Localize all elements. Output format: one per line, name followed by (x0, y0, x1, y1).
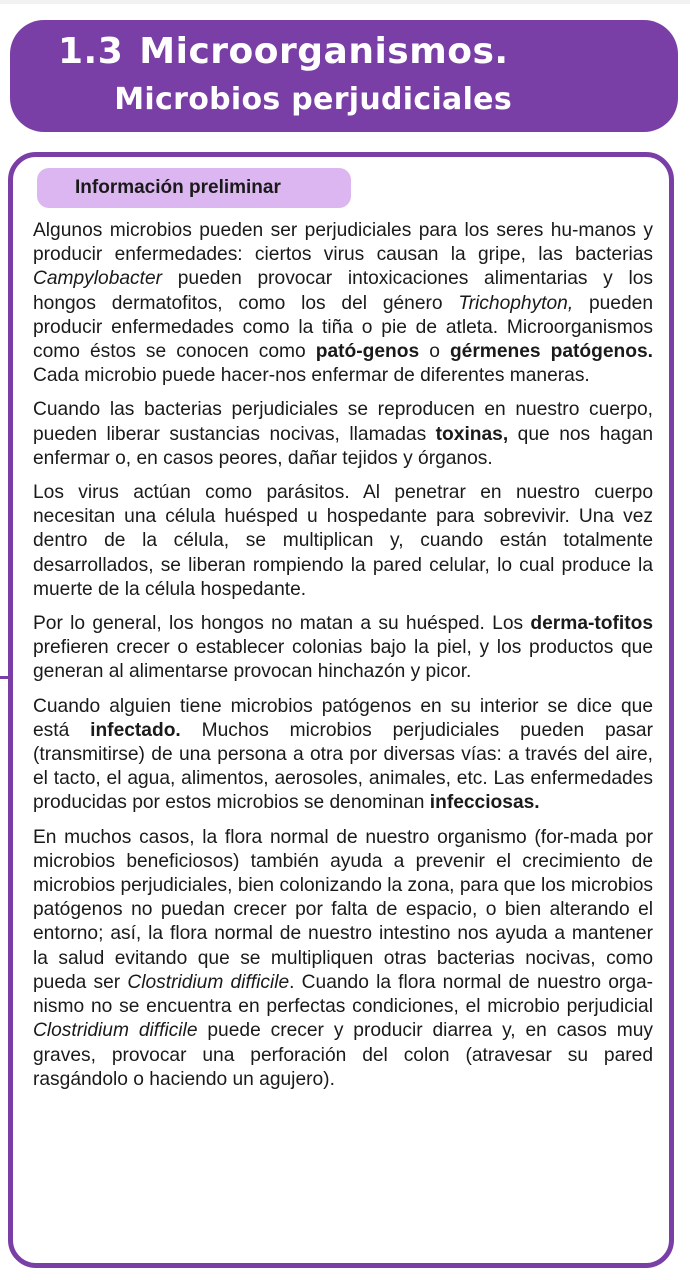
paragraph-text: prefieren crecer o establecer colonias bajo la piel, y los productos que generan al alimentarse provocan hinchazón y picor. (33, 637, 653, 683)
key-term: gérmenes patógenos. (449, 341, 653, 363)
info-box (8, 152, 674, 1268)
paragraph (33, 826, 653, 1092)
paragraph-text: que nos hagan enfermar o, en casos peores, dañar tejidos y órganos. (33, 423, 653, 469)
paragraph-text: o (419, 341, 450, 363)
paragraph (33, 612, 653, 685)
species-name: Clostridium difficile (127, 971, 290, 993)
paragraph-text: Cada microbio puede hacer-nos enfermar de diferentes maneras. (33, 365, 590, 387)
species-name: Clostridium difficile (33, 1020, 198, 1042)
info-box-label: Información preliminar (37, 168, 351, 208)
key-term: infecciosas. (429, 792, 540, 814)
paragraph-text: Cuando alguien tiene microbios patógenos en su interior se dice que está (33, 695, 653, 741)
species-name: Trichophyton, (458, 292, 574, 314)
paragraph-text: Algunos microbios pueden ser perjudiciales para los seres hu-manos y producir enfermedades: ciertos virus causan la gripe, las bacterias (33, 220, 653, 266)
paragraph-text: Cuando las bacterias perjudiciales se reproducen en nuestro cuerpo, pueden liberar sustancias nocivas, llamadas (33, 399, 653, 445)
paragraph-text: pueden producir enfermedades como la tiña o pie de atleta. Microorganismos como éstos se conocen como (33, 292, 653, 363)
section-subtitle: Microbios perjudiciales (114, 82, 512, 117)
top-divider (0, 0, 690, 4)
paragraph-text: . Cuando la flora normal de nuestro orga-nismo no se encuentra en perfectas condiciones, el microbio perjudicial (33, 971, 654, 1018)
paragraph-text: pueden provocar intoxicaciones alimentarias y los hongos dermatofitos, como los del género (33, 268, 653, 314)
key-term: infectado. (90, 719, 181, 741)
key-term: toxinas, (435, 423, 509, 445)
paragraph (33, 481, 653, 602)
paragraph-text: puede crecer y producir diarrea y, en casos muy graves, provocar una perforación del colon (atravesar su pared rasgándolo o haciendo un agujero). (33, 1020, 654, 1090)
key-term: pató-genos (315, 341, 420, 363)
paragraph (33, 398, 653, 471)
section-heading (58, 28, 509, 76)
paragraph-text: Por lo general, los hongos no matan a su huésped. Los (33, 613, 531, 635)
paragraph-text: En muchos casos, la flora normal de nuestro organismo (for-mada por microbios beneficiosos) también ayuda a prevenir el crecimiento de microbios perjudiciales, bien colonizando la zona, para que los microbios patógenos no puedan crecer por falta de espacio, o bien alterando el entorno; así, la flora normal de nuestro intestino nos ayuda a mantener la salud evitando que se multipliquen otras bacterias nocivas, como pueda ser (33, 826, 653, 993)
paragraph-text: Los virus actúan como parásitos. Al penetrar en nuestro cuerpo necesitan una célula huésped u hospedante para sobrevivir. Una vez dentro de la célula, se multiplican y, cuando están totalmente desarrollados, se liberan rompiendo la pared celular, lo cual produce la muerte de la célula hospedante. (33, 482, 653, 600)
margin-accent (0, 676, 8, 679)
paragraph (33, 695, 653, 816)
species-name: Campylobacter (33, 268, 163, 290)
section-number: 1.3 (58, 31, 124, 72)
section-header (10, 20, 678, 132)
section-title: Microorganismos. (139, 31, 509, 72)
info-box-body (33, 219, 653, 1102)
paragraph-text: Muchos microbios perjudiciales pueden pasar (transmitirse) de una persona a otra por diversas vías: a través del aire, el tacto, el agua, alimentos, aerosoles, animales, etc. Las enfermedades producidas por estos microbios se denominan (33, 719, 653, 814)
key-term: derma-tofitos (530, 613, 653, 635)
paragraph (33, 219, 653, 388)
